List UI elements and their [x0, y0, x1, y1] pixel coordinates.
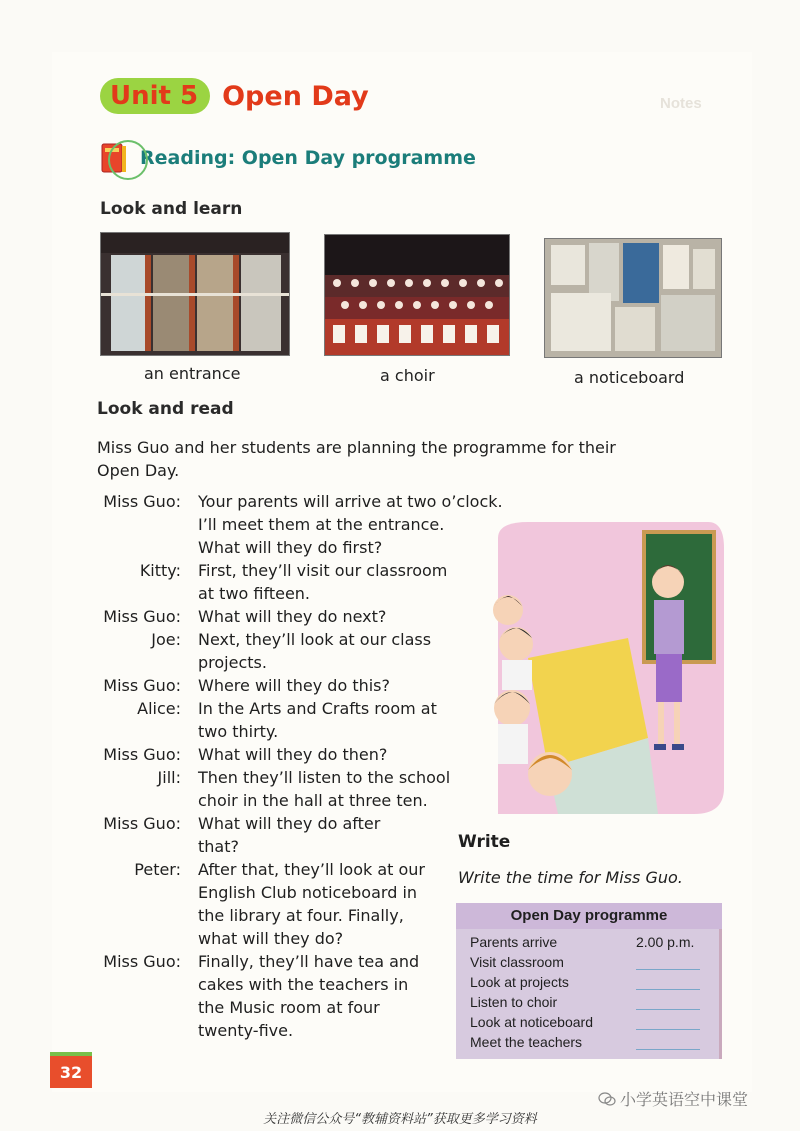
programme-time: 2.00 p.m.	[636, 934, 695, 950]
caption-noticeboard: a noticeboard	[574, 368, 685, 387]
dialogue-line: Where will they do this?	[198, 676, 390, 695]
programme-time-blank[interactable]	[636, 1049, 700, 1050]
write-instruction: Write the time for Miss Guo.	[458, 868, 683, 887]
dialogue-line: what will they do?	[198, 929, 344, 948]
footer-note: 关注微信公众号“教辅资料站”获取更多学习资料	[263, 1112, 537, 1127]
speaker-name: Miss Guo:	[103, 952, 181, 971]
choir-photo	[324, 234, 510, 356]
dialogue-line: First, they’ll visit our classroom	[198, 561, 448, 580]
speaker-name: Miss Guo:	[103, 676, 181, 695]
speaker-name: Miss Guo:	[103, 492, 181, 511]
programme-activity: Parents arrive	[470, 934, 558, 950]
programme-activity: Listen to choir	[470, 994, 558, 1010]
programme-time-blank[interactable]	[636, 1009, 700, 1010]
programme-activity: Meet the teachers	[470, 1034, 583, 1050]
look-and-learn-heading: Look and learn	[100, 199, 243, 219]
caption-entrance: an entrance	[144, 364, 241, 383]
programme-time-blank[interactable]	[636, 989, 700, 990]
wechat-icon	[598, 1092, 616, 1106]
dialogue-line: twenty-five.	[198, 1021, 294, 1040]
speaker-name: Kitty:	[139, 561, 181, 580]
programme-time-blank[interactable]	[636, 1029, 700, 1030]
look-and-read-heading: Look and read	[97, 399, 234, 419]
book-icon	[100, 140, 128, 176]
dialogue-line: the library at four. Finally,	[198, 906, 404, 925]
unit-number: Unit 5	[100, 78, 210, 114]
dialogue-line: that?	[198, 837, 239, 856]
unit-header	[100, 78, 369, 114]
notes-label: Notes	[660, 95, 702, 112]
dialogue-line: cakes with the teachers in	[198, 975, 409, 994]
dialogue-line: Then they’ll listen to the school	[198, 768, 451, 787]
speaker-name: Alice:	[137, 699, 181, 718]
speaker-name: Peter:	[134, 860, 181, 879]
programme-table-title: Open Day programme	[456, 903, 722, 929]
dialogue-line: English Club noticeboard in	[198, 883, 418, 902]
dialogue-line: What will they do after	[198, 814, 381, 833]
dialogue-line: In the Arts and Crafts room at	[198, 699, 437, 718]
dialogue-line: After that, they’ll look at our	[198, 860, 426, 879]
dialogue-line: projects.	[198, 653, 267, 672]
watermark	[598, 1087, 748, 1110]
caption-choir: a choir	[380, 366, 435, 385]
dialogue-line: What will they do first?	[198, 538, 383, 557]
unit-title: Open Day	[222, 80, 369, 112]
page-number: 32	[50, 1056, 92, 1088]
dialogue-line: What will they do next?	[198, 607, 387, 626]
dialogue-line: two thirty.	[198, 722, 279, 741]
noticeboard-photo	[544, 238, 722, 358]
dialogue-line: I’ll meet them at the entrance.	[198, 515, 445, 534]
programme-table	[456, 903, 722, 1059]
classroom-illustration	[468, 518, 724, 818]
dialogue-line: at two fifteen.	[198, 584, 311, 603]
watermark-text: 小学英语空中课堂	[620, 1090, 749, 1109]
dialogue-line: Your parents will arrive at two o’clock.	[198, 492, 503, 511]
speaker-name: Miss Guo:	[103, 745, 181, 764]
dialogue-line: What will they do then?	[198, 745, 388, 764]
write-heading: Write	[458, 832, 511, 852]
entrance-photo	[100, 232, 290, 356]
speaker-name: Miss Guo:	[103, 607, 181, 626]
speaker-name: Jill:	[157, 768, 181, 787]
dialogue-line: choir in the hall at three ten.	[198, 791, 428, 810]
speaker-name: Miss Guo:	[103, 814, 181, 833]
programme-activity: Visit classroom	[470, 954, 564, 970]
programme-activity: Look at noticeboard	[470, 1014, 593, 1030]
programme-time-blank[interactable]	[636, 969, 700, 970]
dialogue-line: Next, they’ll look at our class	[198, 630, 432, 649]
reading-header	[100, 138, 476, 178]
intro-paragraph: Miss Guo and her students are planning the programme for their Open Day.	[97, 438, 616, 480]
reading-title: Reading: Open Day programme	[140, 147, 476, 169]
dialogue-line: Finally, they’ll have tea and	[198, 952, 420, 971]
speaker-name: Joe:	[151, 630, 181, 649]
dialogue-line: the Music room at four	[198, 998, 380, 1017]
programme-activity: Look at projects	[470, 974, 569, 990]
